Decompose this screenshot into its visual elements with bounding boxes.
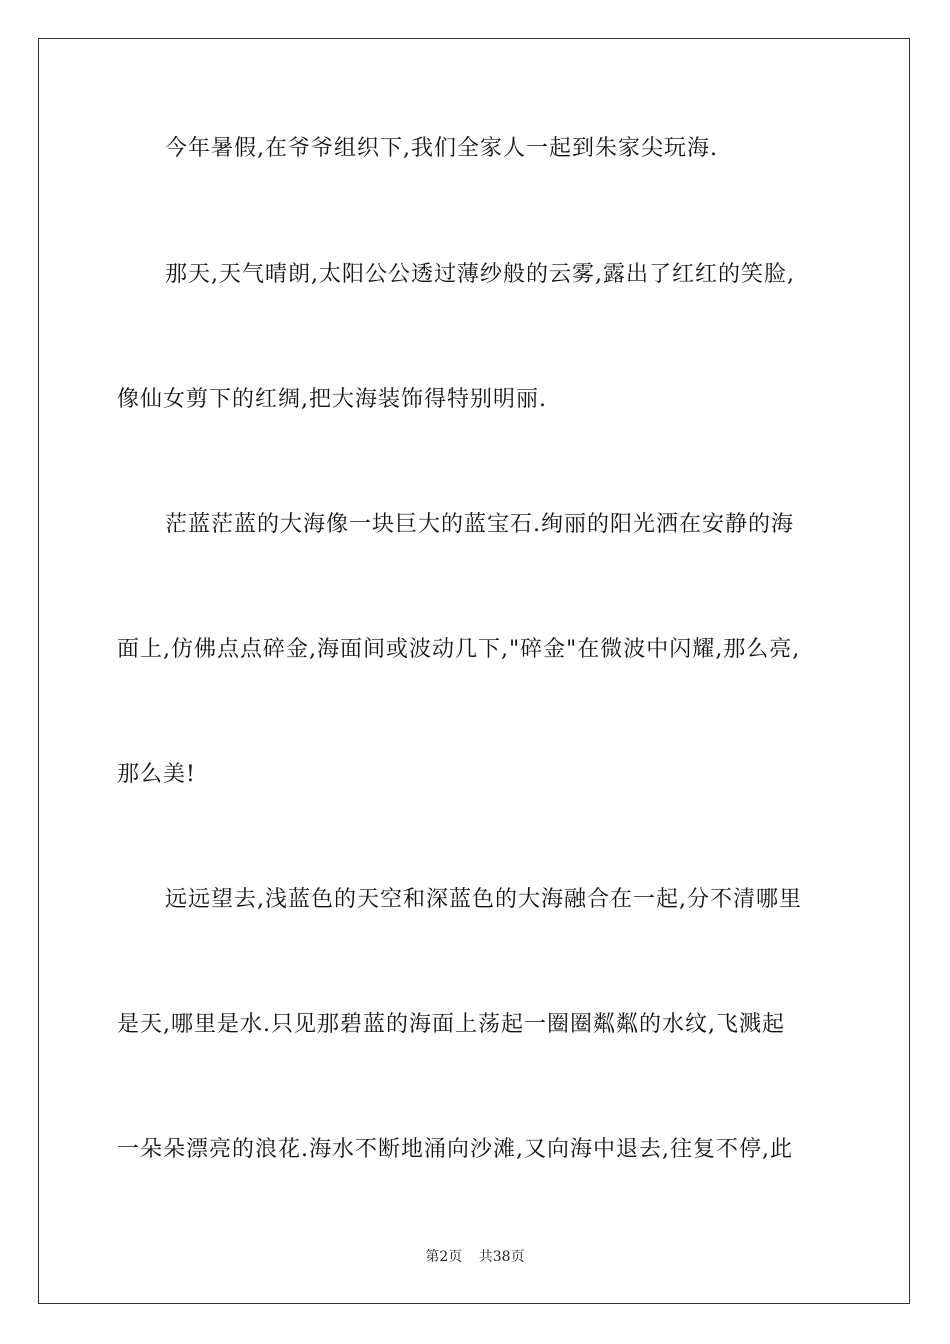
paragraph-3-line-3: 那么美!: [117, 762, 196, 787]
paragraph-1-line-1: 今年暑假,在爷爷组织下,我们全家人一起到朱家尖玩海.: [165, 136, 718, 161]
page-total: 共38页: [478, 1249, 525, 1265]
page-border: [38, 38, 910, 1304]
page-number: 第2页: [425, 1249, 463, 1265]
paragraph-4-line-2: 是天,哪里是水.只见那碧蓝的海面上荡起一圈圈粼粼的水纹,飞溅起: [117, 1012, 785, 1037]
paragraph-4-line-1: 远远望去,浅蓝色的天空和深蓝色的大海融合在一起,分不清哪里: [165, 887, 802, 912]
paragraph-3-line-2: 面上,仿佛点点碎金,海面间或波动几下,"碎金"在微波中闪耀,那么亮,: [117, 637, 801, 662]
paragraph-2-line-2: 像仙女剪下的红绸,把大海装饰得特别明丽.: [117, 387, 547, 412]
paragraph-3-line-1: 茫蓝茫蓝的大海像一块巨大的蓝宝石.绚丽的阳光洒在安静的海: [165, 512, 794, 537]
paragraph-2-line-1: 那天,天气晴朗,太阳公公透过薄纱般的云雾,露出了红红的笑脸,: [165, 262, 795, 287]
paragraph-4-line-3: 一朵朵漂亮的浪花.海水不断地涌向沙滩,又向海中退去,往复不停,此: [117, 1137, 793, 1162]
page-footer: [0, 1248, 950, 1266]
